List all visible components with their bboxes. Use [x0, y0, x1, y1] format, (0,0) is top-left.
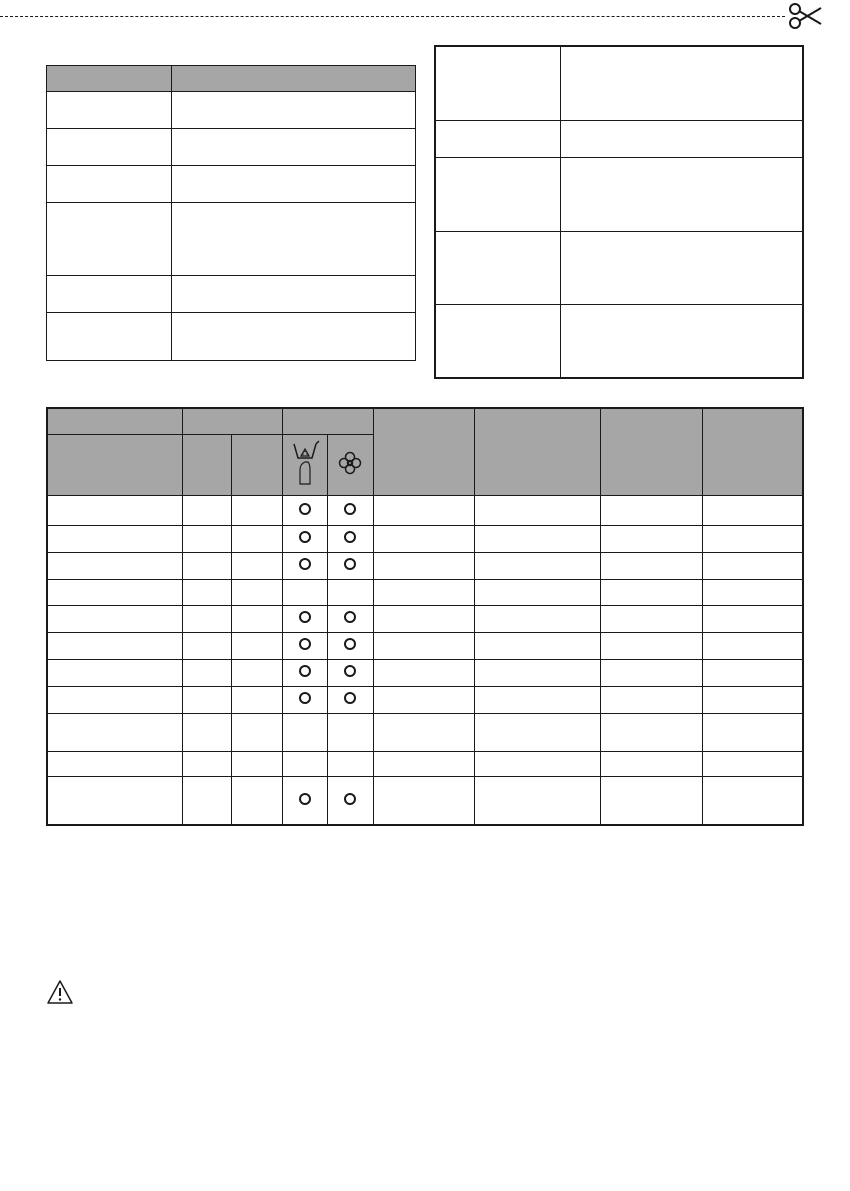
program-cell — [231, 632, 282, 659]
softener-indicator-cell — [327, 751, 373, 776]
program-cell — [47, 776, 182, 825]
spec-right-value — [561, 46, 804, 120]
program-cell — [600, 495, 702, 525]
spec-row-label — [47, 92, 172, 129]
program-cell — [182, 605, 231, 632]
softener-circle — [344, 611, 356, 623]
program-cell — [474, 632, 600, 659]
spec-header-cell-1 — [47, 66, 172, 92]
spec-table-right — [434, 45, 804, 379]
program-cell — [47, 605, 182, 632]
warning-triangle-icon — [46, 979, 74, 1005]
program-cell — [600, 686, 702, 713]
program-cell — [474, 776, 600, 825]
spec-right-label — [435, 46, 561, 120]
spec-row-value — [172, 276, 416, 313]
program-cell — [702, 776, 803, 825]
detergent-icon — [290, 440, 320, 486]
program-cell — [231, 579, 282, 605]
program-cell — [373, 632, 474, 659]
detergent-indicator-cell — [282, 659, 327, 686]
program-row — [47, 525, 803, 552]
program-row — [47, 579, 803, 605]
program-cell — [600, 552, 702, 579]
program-cell — [182, 579, 231, 605]
program-cell — [373, 495, 474, 525]
program-table — [46, 407, 804, 826]
program-cell — [600, 776, 702, 825]
program-cell — [474, 713, 600, 751]
program-cell — [474, 605, 600, 632]
spec-right-value — [561, 304, 804, 378]
program-header-cell — [600, 408, 702, 495]
program-cell — [231, 525, 282, 552]
program-cell — [702, 605, 803, 632]
program-cell — [373, 751, 474, 776]
program-cell — [47, 495, 182, 525]
spec-row-value — [172, 92, 416, 129]
softener-indicator-cell — [327, 776, 373, 825]
detergent-circle — [299, 558, 311, 570]
softener-indicator-cell — [327, 579, 373, 605]
program-cell — [373, 686, 474, 713]
program-cell — [474, 751, 600, 776]
program-cell — [600, 605, 702, 632]
spec-row-label — [47, 313, 172, 361]
softener-indicator-cell — [327, 632, 373, 659]
detergent-indicator-cell — [282, 632, 327, 659]
program-cell — [231, 495, 282, 525]
softener-indicator-cell — [327, 659, 373, 686]
program-row — [47, 686, 803, 713]
spec-row-label — [47, 129, 172, 166]
softener-icon — [337, 450, 363, 476]
program-cell — [182, 776, 231, 825]
program-cell — [474, 495, 600, 525]
spec-right-label — [435, 231, 561, 304]
program-row — [47, 659, 803, 686]
spec-right-value — [561, 231, 804, 304]
softener-circle — [344, 793, 356, 805]
program-cell — [182, 686, 231, 713]
spec-row-label — [47, 203, 172, 276]
softener-circle — [344, 665, 356, 677]
program-cell — [47, 579, 182, 605]
softener-indicator-cell — [327, 686, 373, 713]
program-header-cell — [47, 408, 182, 434]
spec-row-value — [172, 166, 416, 203]
program-cell — [182, 495, 231, 525]
program-cell — [47, 525, 182, 552]
program-cell — [702, 579, 803, 605]
program-header-cell — [702, 408, 803, 495]
spec-row-value — [172, 129, 416, 166]
detergent-circle — [299, 665, 311, 677]
softener-indicator-cell — [327, 495, 373, 525]
program-header-cell — [282, 408, 373, 434]
program-header-cell — [373, 408, 474, 495]
program-cell — [600, 525, 702, 552]
program-cell — [702, 713, 803, 751]
detergent-indicator-cell — [282, 552, 327, 579]
softener-icon-cell — [327, 434, 373, 495]
scissors-icon — [788, 0, 822, 32]
detergent-indicator-cell — [282, 579, 327, 605]
spec-right-value — [561, 157, 804, 231]
program-cell — [373, 713, 474, 751]
softener-circle — [344, 531, 356, 543]
detergent-circle — [299, 611, 311, 623]
softener-indicator-cell — [327, 525, 373, 552]
program-cell — [474, 552, 600, 579]
program-row — [47, 605, 803, 632]
detergent-circle — [299, 503, 311, 515]
program-cell — [231, 552, 282, 579]
program-cell — [231, 686, 282, 713]
program-cell — [47, 686, 182, 713]
program-cell — [47, 632, 182, 659]
program-header-cell — [474, 408, 600, 495]
program-cell — [373, 605, 474, 632]
program-cell — [600, 751, 702, 776]
program-cell — [702, 525, 803, 552]
softener-circle — [344, 638, 356, 650]
spec-right-label — [435, 157, 561, 231]
program-cell — [47, 713, 182, 751]
program-row — [47, 632, 803, 659]
spec-table-left — [46, 65, 416, 361]
program-cell — [182, 525, 231, 552]
program-cell — [702, 659, 803, 686]
program-cell — [373, 552, 474, 579]
program-row — [47, 776, 803, 825]
program-cell — [47, 552, 182, 579]
program-cell — [600, 579, 702, 605]
cut-line — [0, 16, 785, 17]
program-cell — [474, 659, 600, 686]
program-cell — [474, 525, 600, 552]
softener-circle — [344, 558, 356, 570]
detergent-indicator-cell — [282, 776, 327, 825]
detergent-indicator-cell — [282, 713, 327, 751]
program-cell — [474, 686, 600, 713]
spec-right-value — [561, 120, 804, 157]
program-cell — [600, 659, 702, 686]
program-cell — [600, 713, 702, 751]
program-header-cell — [47, 434, 182, 495]
program-header-cell — [182, 408, 282, 434]
program-cell — [231, 713, 282, 751]
program-row — [47, 552, 803, 579]
program-cell — [182, 659, 231, 686]
program-cell — [231, 605, 282, 632]
softener-indicator-cell — [327, 552, 373, 579]
spec-row-label — [47, 166, 172, 203]
spec-right-label — [435, 120, 561, 157]
program-cell — [373, 776, 474, 825]
detergent-circle — [299, 531, 311, 543]
program-cell — [182, 713, 231, 751]
program-cell — [47, 659, 182, 686]
softener-indicator-cell — [327, 713, 373, 751]
program-row — [47, 751, 803, 776]
spec-header-cell-2 — [172, 66, 416, 92]
softener-circle — [344, 692, 356, 704]
detergent-indicator-cell — [282, 751, 327, 776]
program-header-cell — [231, 434, 282, 495]
program-cell — [182, 751, 231, 776]
program-cell — [373, 525, 474, 552]
program-cell — [231, 751, 282, 776]
program-cell — [373, 659, 474, 686]
program-cell — [702, 686, 803, 713]
program-row — [47, 713, 803, 751]
detergent-icon-cell — [282, 434, 327, 495]
program-cell — [600, 632, 702, 659]
detergent-circle — [299, 638, 311, 650]
program-cell — [231, 659, 282, 686]
program-header-cell — [182, 434, 231, 495]
detergent-indicator-cell — [282, 605, 327, 632]
program-cell — [182, 552, 231, 579]
detergent-indicator-cell — [282, 495, 327, 525]
softener-indicator-cell — [327, 605, 373, 632]
detergent-indicator-cell — [282, 686, 327, 713]
program-row — [47, 495, 803, 525]
program-cell — [702, 495, 803, 525]
program-cell — [47, 751, 182, 776]
spec-right-label — [435, 304, 561, 378]
spec-row-label — [47, 276, 172, 313]
program-cell — [702, 751, 803, 776]
program-cell — [702, 632, 803, 659]
program-cell — [373, 579, 474, 605]
spec-row-value — [172, 203, 416, 276]
program-cell — [474, 579, 600, 605]
detergent-indicator-cell — [282, 525, 327, 552]
program-cell — [702, 552, 803, 579]
detergent-circle — [299, 793, 311, 805]
program-cell — [182, 632, 231, 659]
spec-row-value — [172, 313, 416, 361]
program-cell — [231, 776, 282, 825]
softener-circle — [344, 503, 356, 515]
detergent-circle — [299, 692, 311, 704]
